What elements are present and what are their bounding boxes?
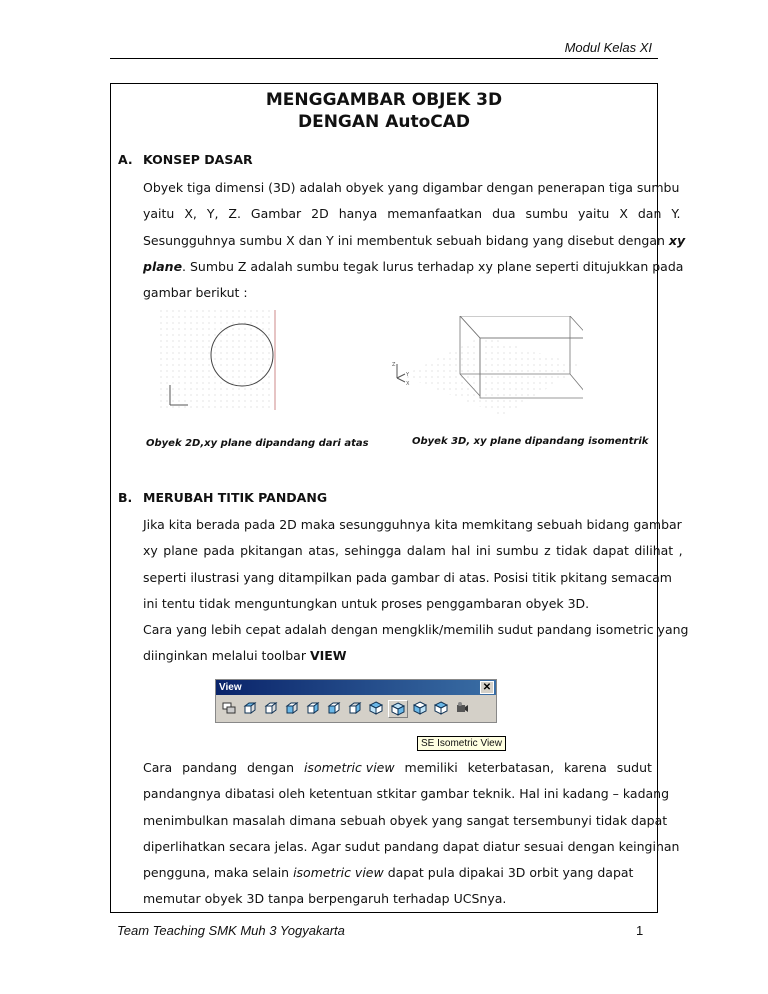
back-view-button[interactable]	[346, 700, 364, 716]
header-rule	[110, 58, 658, 59]
text-span: diinginkan melalui toolbar	[143, 648, 306, 664]
page-title-line1: MENGGAMBAR OBJEK 3D	[265, 90, 503, 110]
camera-icon	[455, 701, 469, 715]
text-line	[143, 860, 652, 886]
page-title-line2: DENGAN AutoCAD	[297, 112, 471, 132]
module-label: Modul Kelas XI	[564, 40, 652, 55]
word: keterbatasan,	[467, 760, 555, 775]
figure-3d	[383, 316, 583, 420]
section-a-title: KONSEP DASAR	[143, 152, 253, 167]
word: karena	[563, 760, 607, 775]
word: sudut	[616, 760, 652, 775]
word: dengan	[246, 760, 295, 775]
toolbar-titlebar[interactable]	[216, 680, 496, 695]
toolbar-title: View	[219, 682, 242, 693]
cube-icon	[348, 701, 362, 715]
close-icon[interactable]: ✕	[480, 681, 494, 694]
emph-isometric: isometric view	[293, 865, 384, 881]
named-views-button[interactable]	[220, 700, 238, 716]
axis-label-x: X	[406, 381, 410, 387]
word: pandang	[182, 760, 238, 775]
text-line	[143, 755, 652, 781]
section-a-paragraph	[143, 175, 686, 306]
cube-icon	[264, 701, 278, 715]
text-line: menimbulkan masalah dimana sebuah obyek yang sangat tersembunyi tidak dapat	[143, 812, 668, 828]
section-a-heading	[118, 152, 253, 167]
cube-icon	[243, 701, 257, 715]
camera-button[interactable]	[453, 700, 471, 716]
text-span: yaitu X, Y, Z. Gambar 2D hanya memanfaatkan dua sumbu yaitu X dan Y.	[143, 206, 681, 222]
section-b-paragraph	[143, 512, 689, 670]
cube-icon	[306, 701, 320, 715]
text-line: Cara yang lebih cepat adalah dengan mengklik/memilih sudut pandang isometric yang	[143, 622, 689, 638]
emph-isometric: isometric view	[303, 760, 395, 775]
nw-isometric-button[interactable]	[432, 700, 450, 716]
toolbar-buttons	[216, 695, 496, 723]
emph-plane: plane	[143, 258, 183, 274]
text-span: Sesungguhnya sumbu X dan Y ini membentuk sebuah bidang yang disebut dengan	[143, 232, 665, 248]
section-b-heading	[118, 490, 327, 505]
front-view-button[interactable]	[325, 700, 343, 716]
section-b-title: MERUBAH TITIK PANDANG	[143, 490, 328, 505]
text-line: ini tentu tidak menguntungkan untuk proses penggambaran obyek 3D.	[143, 595, 590, 611]
bottom-view-button[interactable]	[262, 700, 280, 716]
view-toolbar	[215, 679, 497, 723]
word: Cara	[143, 760, 173, 775]
caption-2d: Obyek 2D,xy plane dipandang dari atas	[146, 438, 369, 449]
cube-icon	[285, 701, 299, 715]
top-view-button[interactable]	[241, 700, 259, 716]
text-line	[143, 643, 652, 669]
caption-3d: Obyek 3D, xy plane dipandang isomentrik	[412, 436, 649, 447]
page-number: 1	[636, 923, 644, 938]
se-isometric-button[interactable]	[388, 700, 408, 718]
emph-xy: xy	[668, 232, 686, 248]
text-line: pandangnya dibatasi oleh ketentuan stkitar gambar teknik. Hal ini kadang – kadang	[143, 786, 670, 802]
text-line: Jika kita berada pada 2D maka sesungguhnya kita memkitang sebuah bidang gambar	[143, 517, 682, 532]
emph-view: VIEW	[309, 648, 347, 664]
left-view-button[interactable]	[283, 700, 301, 716]
axis-label-z: Z	[392, 362, 396, 368]
cube-icon	[327, 701, 341, 715]
sw-isometric-button[interactable]	[367, 700, 385, 716]
iso-cube-icon	[391, 702, 405, 716]
text-line: diperlihatkan secara jelas. Agar sudut pandang dapat diatur sesuai dengan keinginan	[143, 838, 680, 854]
word: memiliki	[404, 760, 458, 775]
ne-isometric-button[interactable]	[411, 700, 429, 716]
text-line: xy plane pada pkitangan atas, sehingga dalam hal ini sumbu z tidak dapat dilihat ,	[143, 543, 683, 559]
toolbar-tooltip: SE Isometric View	[417, 736, 506, 751]
text-line: seperti ilustrasi yang ditampilkan pada gambar di atas. Posisi titik pkitang semacam	[143, 569, 672, 585]
text-line	[143, 201, 681, 227]
text-line: Obyek tiga dimensi (3D) adalah obyek yang digambar dengan penerapan tiga sumbu	[143, 180, 680, 195]
text-span: dapat pula dipakai 3D orbit yang dapat	[383, 865, 634, 881]
section-a-number: A.	[118, 152, 133, 167]
named-views-icon	[222, 701, 236, 715]
iso-cube-icon	[434, 701, 448, 715]
text-line	[143, 228, 686, 254]
iso-cube-icon	[369, 701, 383, 715]
right-view-button[interactable]	[304, 700, 322, 716]
section-b-paragraph-2	[143, 755, 680, 913]
figure-2d	[160, 310, 280, 410]
text-span: pengguna, maka selain	[143, 865, 294, 881]
text-line	[143, 254, 684, 280]
text-span: . Sumbu Z adalah sumbu tegak lurus terhadap xy plane seperti ditujukkan pada	[182, 258, 684, 274]
footer-text: Team Teaching SMK Muh 3 Yogyakarta	[117, 923, 345, 938]
text-line: gambar berikut :	[143, 285, 248, 301]
iso-cube-icon	[413, 701, 427, 715]
axis-label-y: Y	[406, 372, 410, 378]
section-b-number: B.	[118, 490, 133, 505]
text-line: memutar obyek 3D tanpa berpengaruh terhadap UCSnya.	[143, 891, 507, 907]
